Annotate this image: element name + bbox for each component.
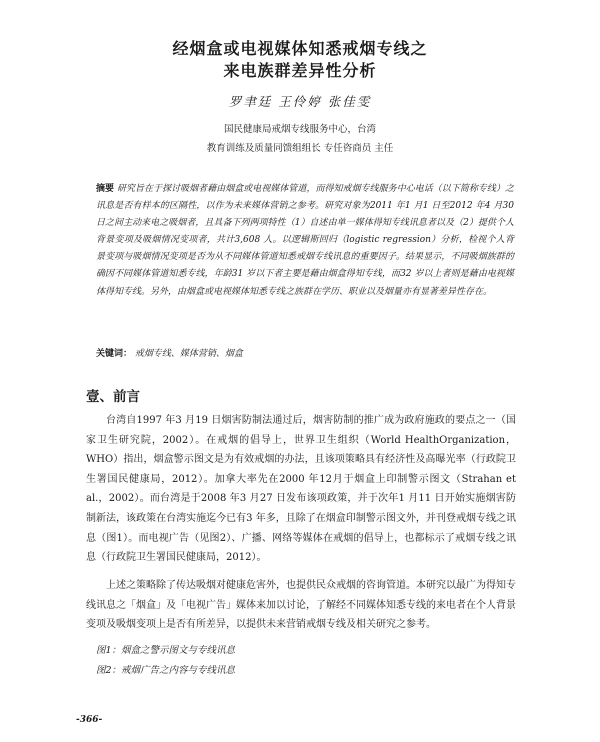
- paper-title-line-2: 来电族群差异性分析: [223, 61, 377, 80]
- abstract: [96, 181, 514, 301]
- keywords-text: 戒烟专线、媒体营销、烟盒: [134, 349, 243, 359]
- page-number: -366-: [76, 715, 103, 725]
- figure-caption-1: 图1：烟盒之警示图文与专线讯息: [96, 645, 236, 656]
- abstract-label: 摘要: [96, 184, 115, 194]
- paragraph-text: 上述之策略除了传达吸烟对健康危害外，也提供民众戒烟的咨询管道。本研究以最广为得知专线讯息之「烟盒」及「电视广告」媒体来加以讨论，了解经不同媒体知悉专线的来电者在个人背景变项及吸烟变项上是否有所差异，以提供未来营销戒烟专线及相关研究之参考。: [86, 580, 516, 631]
- figure-caption-2: 图2：戒烟广告之内容与专线讯息: [96, 665, 236, 676]
- keywords-label: 关键词：: [96, 349, 133, 359]
- affiliation-2: 教育训练及质量同馈组组长 专任咨商员 主任: [206, 143, 394, 154]
- author-list: 罗聿廷 王伶婷 张佳雯: [228, 94, 372, 109]
- paper-title-line-1: 经烟盒或电视媒体知悉戒烟专线之: [172, 39, 428, 58]
- abstract-text: 研究旨在于探讨吸烟者藉由烟盒或电视媒体管道，而得知戒烟专线服务中心电话（以下简称专线）之讯息是否有样本的区隔性，以作为未来媒体营销之参考。研究对象为2011 年1 月1 日至2012 年4 月30 日之间主动来电之吸烟者，且具备下列两项特性（1）自述由单一媒体得知专线讯息者以及（2）提供个人背景变项及吸烟情况变项者，共计3,608 人。以逻辑斯回归（logistic regression）分析，检视个人背景变项与吸烟情况变项是否为从不同媒体管道知悉戒烟专线讯息的重要因子。结果显示，不同吸烟族群的确因不同媒体管道知悉专线，年龄31 岁以下者主要是藉由烟盒得知专线，而32 岁以上者则是藉由电视媒体得知专线。另外，由烟盒或电视媒体知悉专线之族群在学历、职业以及烟量亦有显著差异性存在。: [96, 184, 514, 297]
- body-paragraph-2: [86, 576, 516, 635]
- section-heading: 壹、前言: [86, 389, 140, 405]
- keywords: [96, 346, 514, 359]
- affiliation-1: 国民健康局戒烟专线服务中心，台湾: [223, 124, 376, 135]
- body-paragraph-1: [86, 411, 516, 568]
- paragraph-text: 台湾自1997 年3 月19 日烟害防制法通过后，烟害防制的推广成为政府施政的要点之一（国家卫生研究院，2002）。在戒烟的倡导上，世界卫生组织（World HealthOrganization，WHO）指出，烟盒警示图文是为有效戒烟的办法，且该项策略具有经济性及高曝光率（行政院卫生署国民健康局，2012）。加拿大率先在2000 年12月于烟盒上印制警示图文（Strahan et al.，2002）。而台湾是于2008 年3 月27 日发布该项政策，并于次年1 月11 日开始实施烟害防制新法，该政策在台湾实施迄今已有3 年多，且除了在烟盒印制警示图文外，并刊登戒烟专线之讯息（图1）。而电视广告（见图2）、广播、网络等媒体在戒烟的倡导上，也都标示了戒烟专线之讯息（行政院卫生署国民健康局，2012）。: [86, 415, 516, 564]
